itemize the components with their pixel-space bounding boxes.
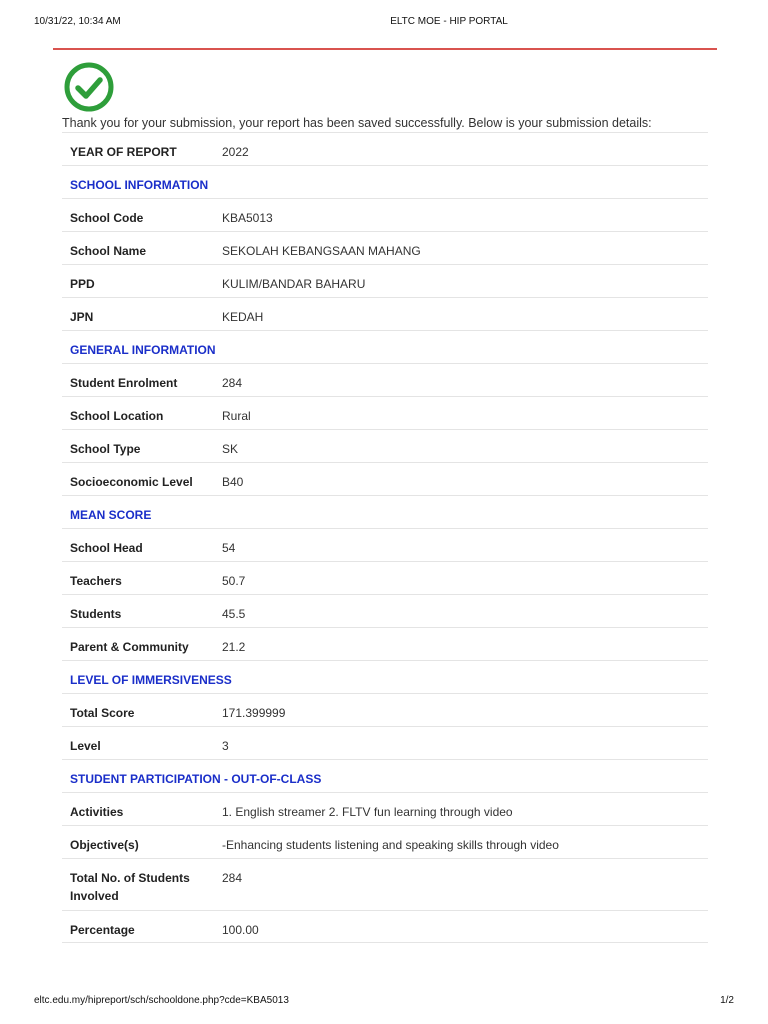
- field-label: Socioeconomic Level: [70, 475, 193, 489]
- field-value: 100.00: [222, 923, 259, 937]
- detail-row: [62, 132, 708, 165]
- submission-details-table: [62, 132, 708, 943]
- detail-row: [62, 231, 708, 264]
- field-value: 284: [222, 376, 243, 390]
- field-label: Parent & Community: [70, 640, 189, 654]
- section-title: SCHOOL INFORMATION: [70, 178, 209, 192]
- field-label: Objective(s): [70, 838, 139, 852]
- detail-row: [62, 594, 708, 627]
- field-value: Rural: [222, 409, 251, 423]
- field-label: School Type: [70, 442, 141, 456]
- header-divider: [53, 48, 717, 50]
- section-header-row: [62, 759, 708, 792]
- page-number: 1/2: [720, 995, 734, 1006]
- field-label: Level: [70, 739, 101, 753]
- field-label: JPN: [70, 310, 94, 324]
- check-circle-icon: [62, 62, 116, 112]
- field-value: 54: [222, 541, 236, 555]
- field-label: PPD: [70, 277, 95, 291]
- field-label: School Location: [70, 409, 164, 423]
- detail-row: [62, 726, 708, 759]
- field-value: 50.7: [222, 574, 246, 588]
- field-value: KULIM/BANDAR BAHARU: [222, 277, 366, 291]
- field-label: School Code: [70, 211, 144, 225]
- section-header-row: [62, 330, 708, 363]
- field-label: Teachers: [70, 574, 122, 588]
- field-value: 21.2: [222, 640, 246, 654]
- print-footer: [0, 995, 768, 1009]
- field-label: Percentage: [70, 923, 135, 937]
- field-value: 171.399999: [222, 706, 286, 720]
- section-header-row: [62, 660, 708, 693]
- detail-row: [62, 825, 708, 858]
- field-value: 284: [222, 871, 243, 885]
- detail-row: [62, 363, 708, 396]
- field-value: KEDAH: [222, 310, 264, 324]
- detail-row: [62, 792, 708, 825]
- field-label: Activities: [70, 805, 124, 819]
- field-value: SEKOLAH KEBANGSAAN MAHANG: [222, 244, 421, 258]
- field-value: 2022: [222, 145, 249, 159]
- field-label: Total Score: [70, 706, 135, 720]
- detail-row: [62, 528, 708, 561]
- detail-row: [62, 462, 708, 495]
- print-url: eltc.edu.my/hipreport/sch/schooldone.php?cde=KBA5013: [34, 995, 289, 1006]
- field-label: School Head: [70, 541, 143, 555]
- print-header: [0, 16, 768, 30]
- field-value: B40: [222, 475, 244, 489]
- detail-row: [62, 297, 708, 330]
- field-label: Student Enrolment: [70, 376, 178, 390]
- detail-row: [62, 429, 708, 462]
- field-value: 3: [222, 739, 229, 753]
- field-value: 1. English streamer 2. FLTV fun learning through video: [222, 805, 513, 819]
- detail-row: [62, 693, 708, 726]
- field-value: 45.5: [222, 607, 246, 621]
- section-header-row: [62, 165, 708, 198]
- section-title: LEVEL OF IMMERSIVENESS: [70, 673, 232, 687]
- section-header-row: [62, 495, 708, 528]
- detail-row: [62, 396, 708, 429]
- section-title: GENERAL INFORMATION: [70, 343, 216, 357]
- section-title: MEAN SCORE: [70, 508, 152, 522]
- field-label: YEAR OF REPORT: [70, 145, 177, 159]
- field-label: Students: [70, 607, 122, 621]
- detail-row: [62, 627, 708, 660]
- detail-row: [62, 264, 708, 297]
- detail-row: [62, 910, 708, 943]
- detail-row: [62, 561, 708, 594]
- print-datetime: 10/31/22, 10:34 AM: [34, 16, 121, 27]
- detail-row: [62, 858, 708, 910]
- field-value: -Enhancing students listening and speaking skills through video: [222, 838, 559, 852]
- success-message: Thank you for your submission, your report has been saved successfully. Below is your submission details:: [62, 116, 652, 130]
- detail-row: [62, 198, 708, 231]
- field-label: School Name: [70, 244, 147, 258]
- field-label: Total No. of Students Involved: [70, 871, 190, 903]
- field-value: KBA5013: [222, 211, 273, 225]
- section-title: STUDENT PARTICIPATION - OUT-OF-CLASS: [70, 772, 322, 786]
- field-value: SK: [222, 442, 239, 456]
- print-title: ELTC MOE - HIP PORTAL: [390, 16, 508, 27]
